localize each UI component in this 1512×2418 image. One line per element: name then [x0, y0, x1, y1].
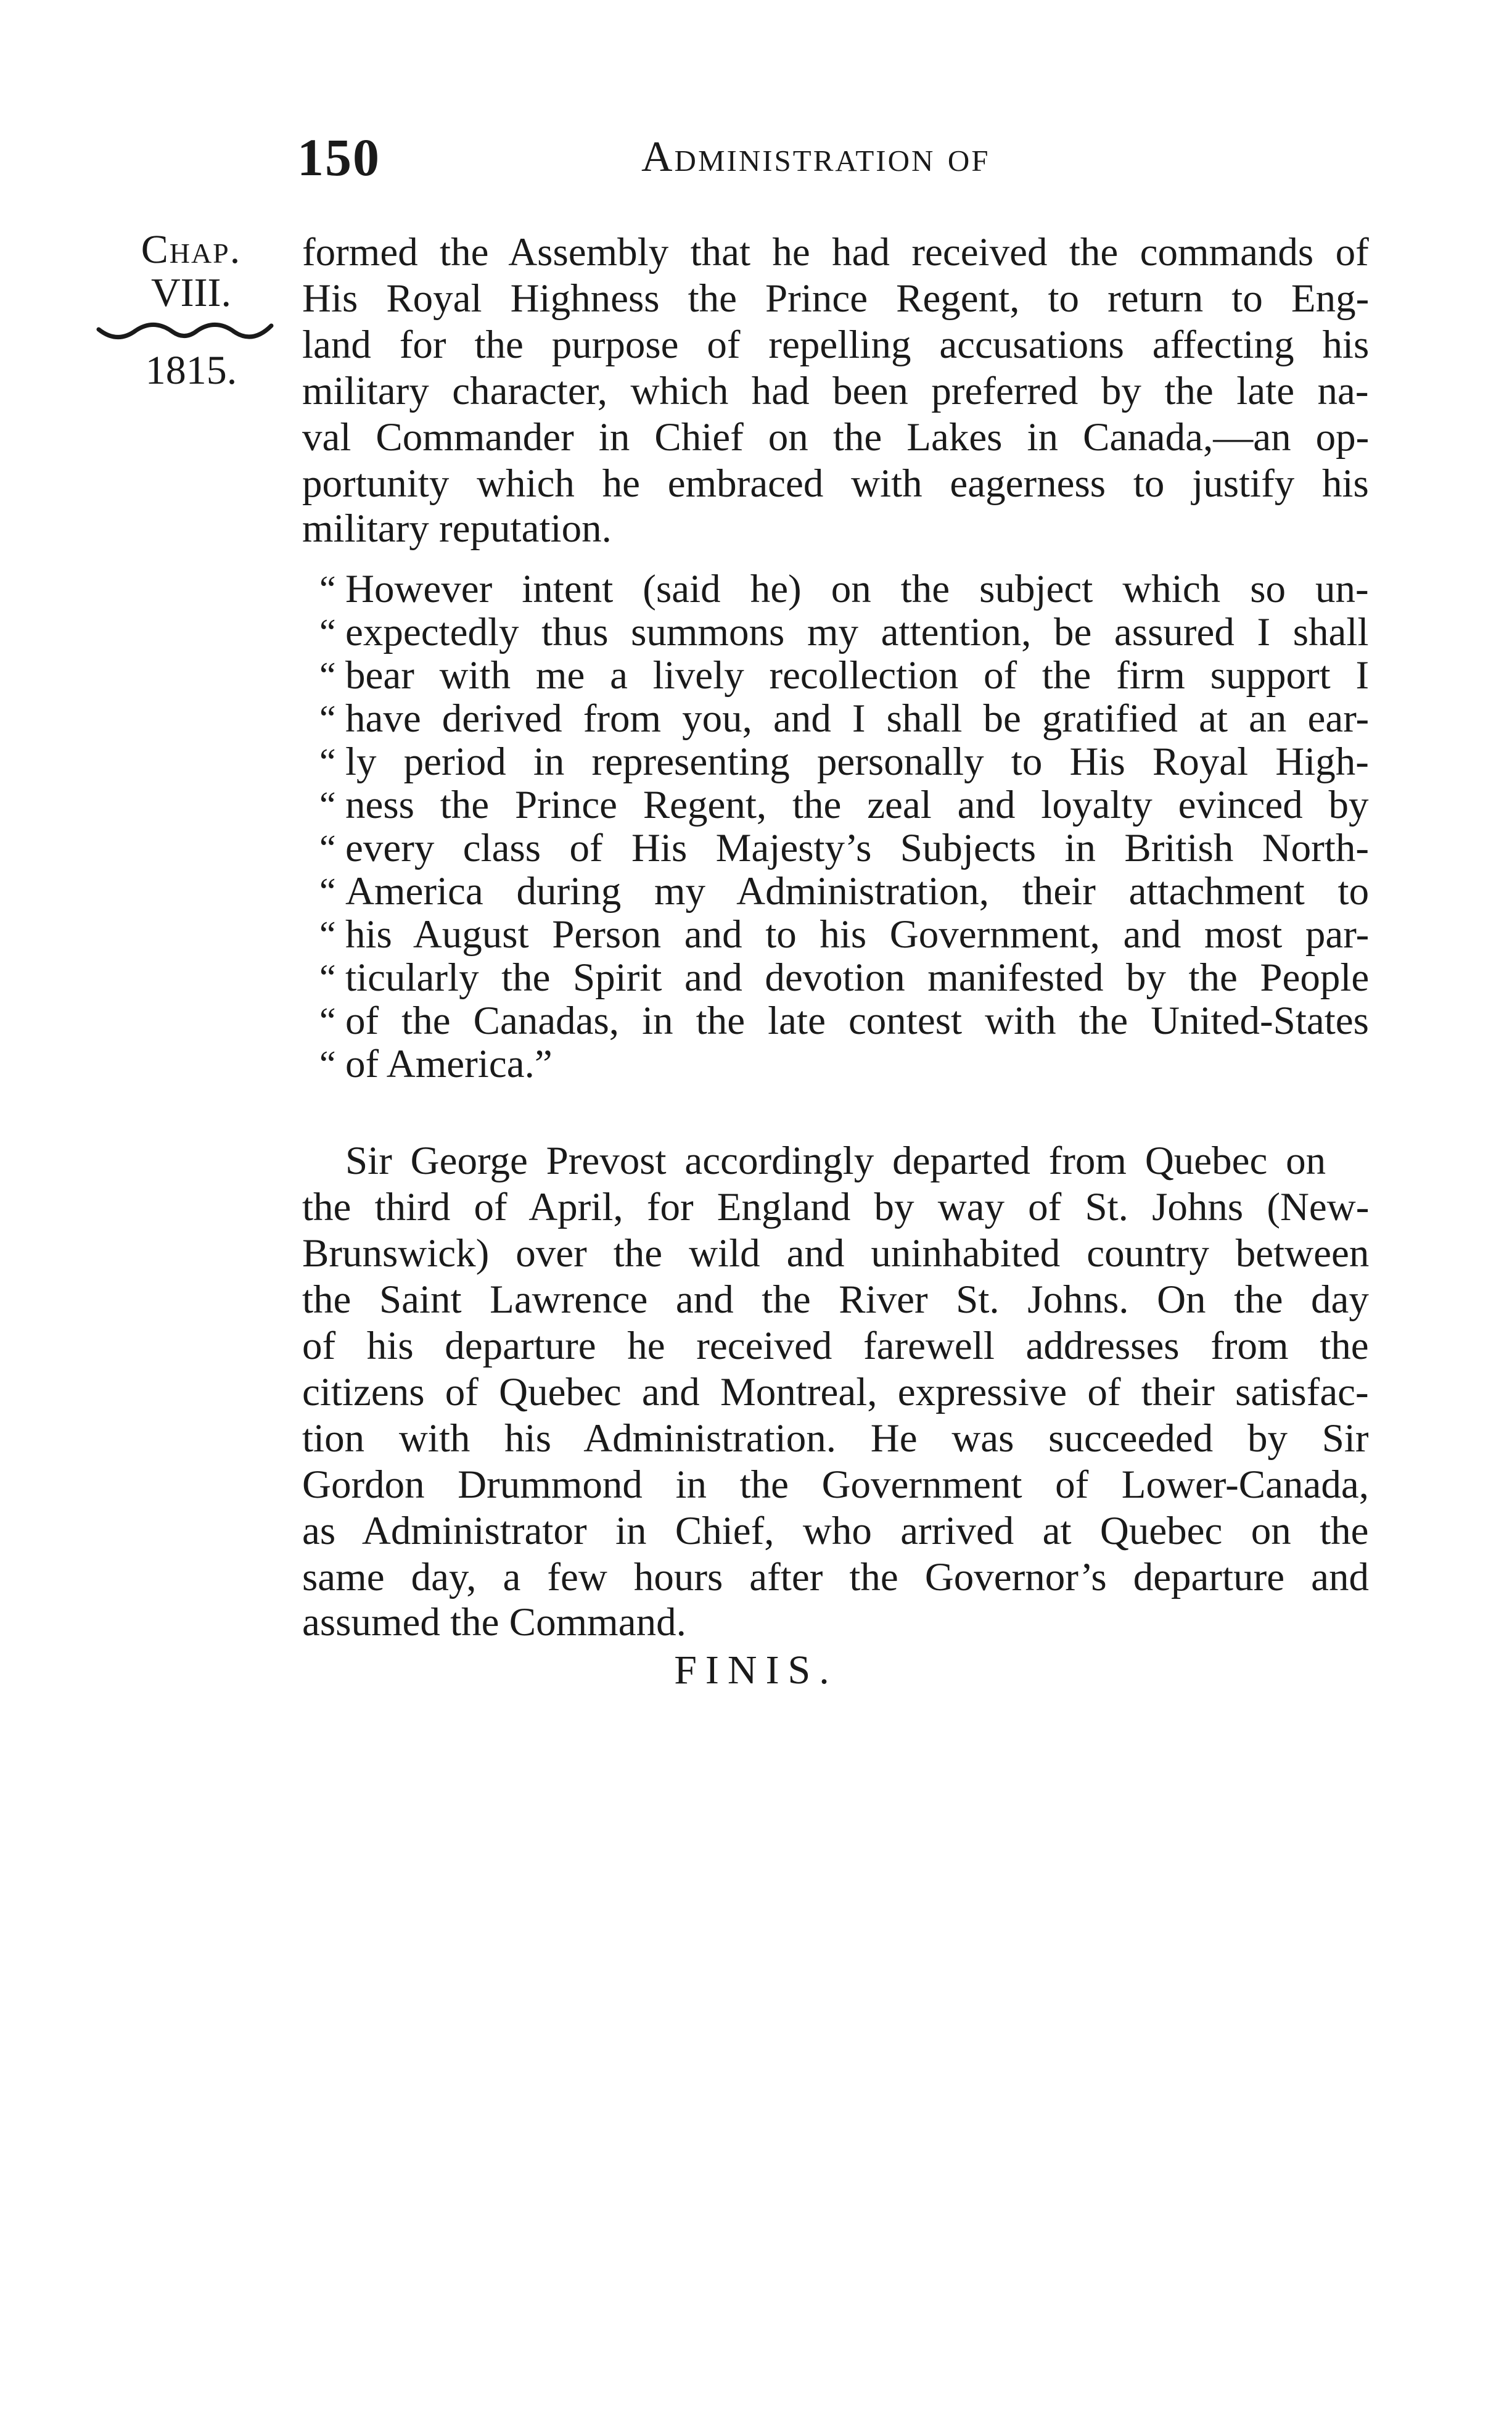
- text-line: assumed the Command.: [302, 1600, 686, 1644]
- quote-line-text: his August Person and to his Government, and most par-: [345, 912, 1370, 957]
- quote-mark: “: [319, 612, 336, 653]
- text-line: Gordon Drummond in the Government of Lower-Canada,: [302, 1463, 1369, 1507]
- margin-chapter-number: VIII.: [150, 270, 232, 315]
- quote-mark: “: [319, 914, 336, 955]
- quote-line: [319, 696, 1370, 741]
- quotation: [319, 567, 1370, 1086]
- margin-note: [92, 228, 290, 392]
- quote-mark: “: [319, 698, 336, 739]
- text-line: the third of April, for England by way of St. Johns (New-: [302, 1185, 1370, 1229]
- text-line: Brunswick) over the wild and uninhabited country between: [302, 1231, 1370, 1276]
- quote-line-text: of the Canadas, in the late contest with the United-States: [345, 999, 1369, 1043]
- text-line: val Commander in Chief on the Lakes in Canada,—an op-: [302, 415, 1370, 460]
- text-line: Sir George Prevost accordingly departed from Quebec on: [345, 1139, 1326, 1183]
- quote-line-text: ness the Prince Regent, the zeal and loyalty evinced by: [345, 783, 1369, 827]
- quote-line: [319, 826, 1369, 870]
- quote-line-text: America during my Administration, their attachment to: [345, 869, 1370, 914]
- quote-line: [319, 1042, 1369, 1086]
- quote-line: [319, 999, 1369, 1043]
- quote-line-text: bear with me a lively recollection of the firm support I: [345, 653, 1370, 698]
- quote-mark: “: [319, 1044, 336, 1084]
- quote-line-text: every class of His Majesty’s Subjects in British North-: [345, 826, 1369, 870]
- quote-mark: “: [319, 957, 336, 998]
- quote-line-text: However intent (said he) on the subject which so un-: [345, 567, 1369, 611]
- text-line: the Saint Lawrence and the River St. Johns. On the day: [302, 1277, 1369, 1322]
- quote-mark: “: [319, 1001, 336, 1041]
- quote-line: [319, 869, 1370, 914]
- quote-line: [319, 740, 1369, 784]
- finis-heading: FINIS.: [674, 1648, 838, 1693]
- paragraph-2: [302, 1138, 1369, 1644]
- text-line: citizens of Quebec and Montreal, expressive of their satisfac-: [302, 1370, 1369, 1414]
- quote-line-text: have derived from you, and I shall be gratified at an ear-: [345, 696, 1370, 741]
- paragraph-1: [302, 229, 1369, 550]
- text-line: land for the purpose of repelling accusations affecting his: [302, 323, 1370, 367]
- quote-mark: “: [319, 785, 336, 825]
- text-line: His Royal Highness the Prince Regent, to return to Eng-: [302, 276, 1370, 321]
- text-line: military character, which had been preferred by the late na-: [302, 369, 1369, 413]
- text-line: tion with his Administration. He was succeeded by Sir: [302, 1416, 1369, 1461]
- ornament-swash-icon: [92, 317, 277, 347]
- quote-line: [319, 653, 1370, 698]
- text-line: as Administrator in Chief, who arrived at Quebec on the: [302, 1509, 1369, 1553]
- quote-line: [319, 610, 1369, 654]
- running-head: Administration of: [641, 133, 990, 181]
- quote-line: [319, 912, 1370, 957]
- quote-mark: “: [319, 871, 336, 912]
- text-line: formed the Assembly that he had received the commands of: [302, 230, 1369, 274]
- quote-line-text: ly period in representing personally to His Royal High-: [345, 740, 1369, 784]
- quote-line: [319, 955, 1370, 1000]
- quote-mark: “: [319, 828, 336, 869]
- quote-mark: “: [319, 741, 336, 782]
- quote-line: [319, 783, 1369, 827]
- margin-year: 1815.: [145, 348, 237, 393]
- text-line: of his departure he received farewell addresses from the: [302, 1324, 1369, 1368]
- text-line: same day, a few hours after the Governor’s departure and: [302, 1555, 1369, 1599]
- text-line: portunity which he embraced with eagerness to justify his: [302, 461, 1369, 506]
- text-line: military reputation.: [302, 506, 612, 551]
- quote-line: [319, 567, 1369, 611]
- margin-chap: Chap.: [141, 227, 242, 272]
- quote-line-text: ticularly the Spirit and devotion manifested by the People: [345, 955, 1370, 1000]
- quote-line-text: expectedly thus summons my attention, be assured I shall: [345, 610, 1369, 654]
- quote-mark: “: [319, 569, 336, 609]
- quote-line-text: of America.”: [345, 1042, 553, 1086]
- quote-mark: “: [319, 655, 336, 696]
- page-number: 150: [297, 128, 380, 187]
